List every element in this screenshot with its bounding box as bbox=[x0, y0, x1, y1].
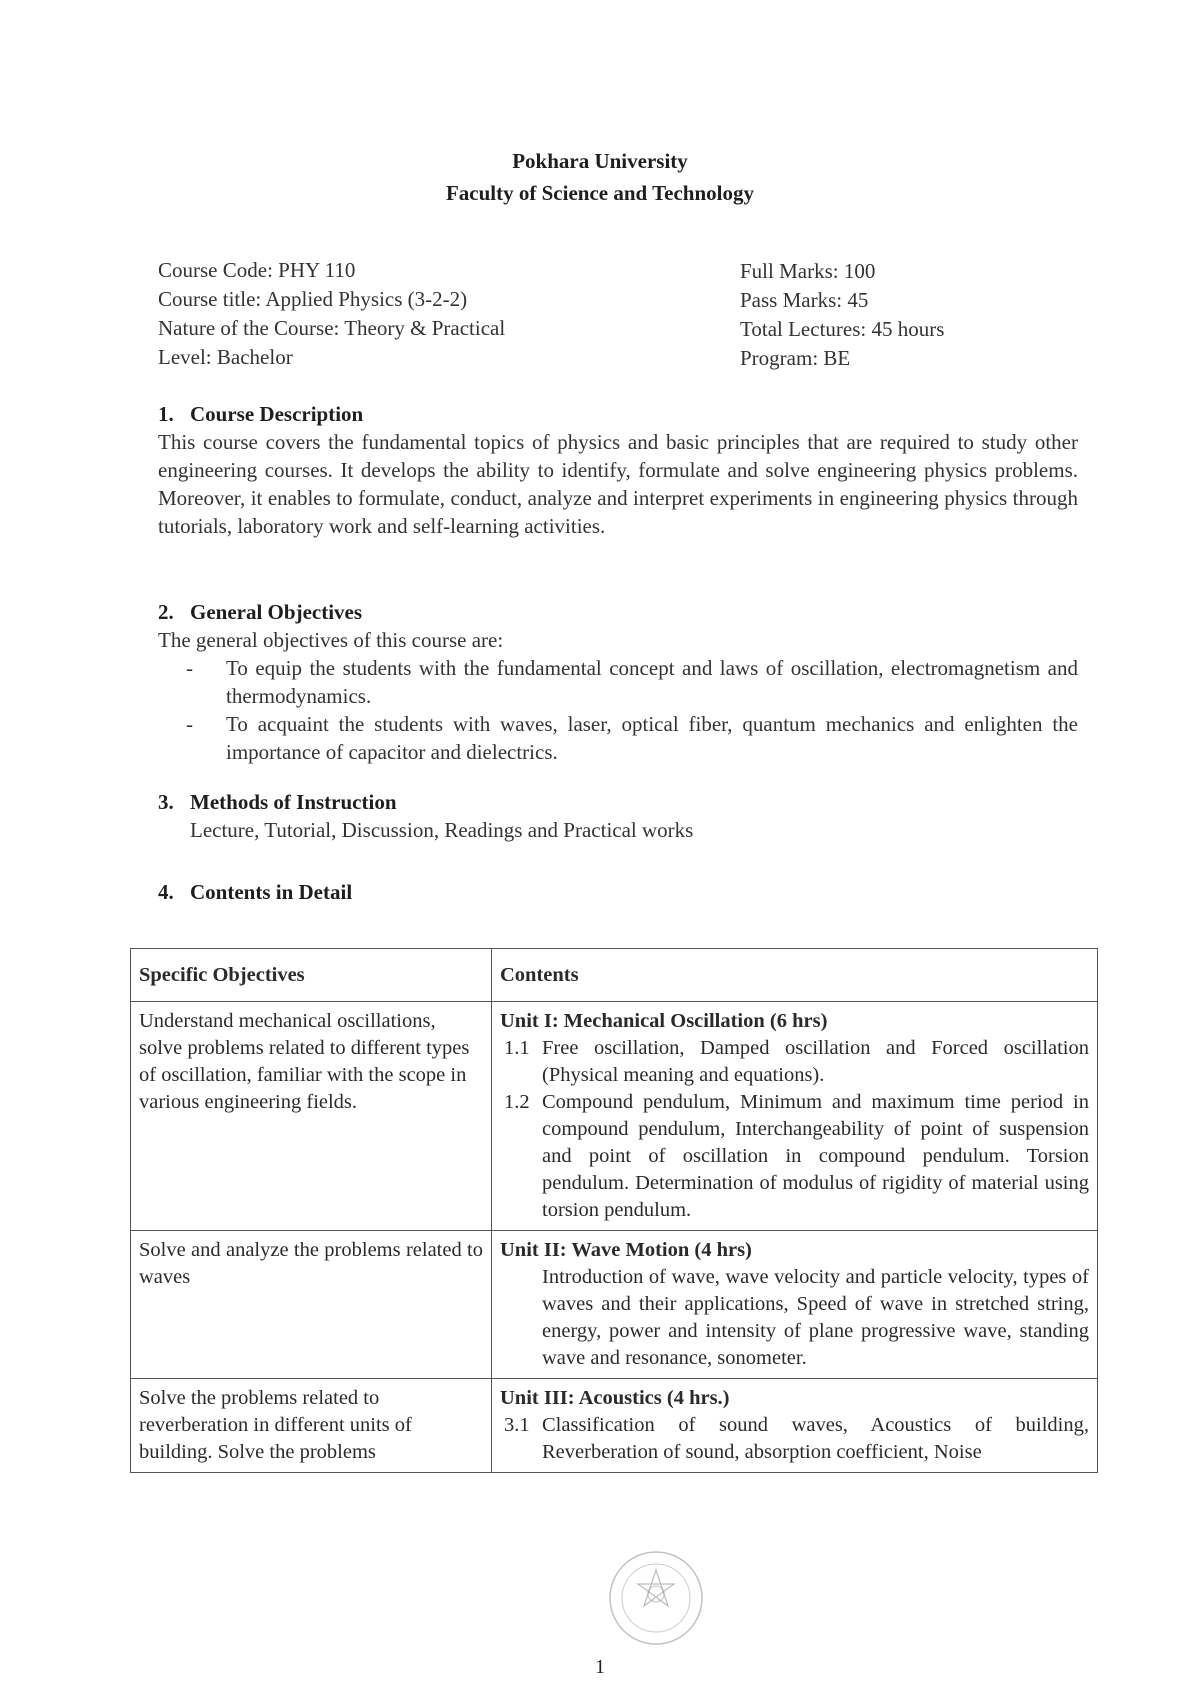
list-item bbox=[158, 710, 1078, 766]
column-header-contents: Contents bbox=[492, 949, 1098, 1002]
contents-cell bbox=[492, 1002, 1098, 1231]
course-description-text: This course covers the fundamental topics of physics and basic principles that are required to study other engineering courses. It develops the ability to identify, formulate and solve engineering physics problems. Moreover, it enables to formulate, conduct, analyze and interpret experiments in engineering physics through tutorials, laboratory work and self-learning activities. bbox=[158, 430, 1078, 538]
methods-text: Lecture, Tutorial, Discussion, Readings and Practical works bbox=[190, 818, 694, 842]
objective-cell: Solve and analyze the problems related to waves bbox=[131, 1231, 492, 1379]
section-heading bbox=[158, 878, 1078, 906]
course-nature: Nature of the Course: Theory & Practical bbox=[158, 316, 506, 340]
item-number: 3.1 bbox=[504, 1414, 530, 1436]
document-header bbox=[0, 145, 1200, 209]
section-number: 3. bbox=[158, 790, 174, 814]
section-title: Methods of Instruction bbox=[190, 790, 397, 814]
course-title: Course title: Applied Physics (3-2-2) bbox=[158, 287, 468, 311]
page-number: 1 bbox=[595, 1656, 605, 1678]
list-item bbox=[158, 654, 1078, 710]
section-title: Contents in Detail bbox=[190, 880, 353, 904]
course-code: Course Code: PHY 110 bbox=[158, 258, 356, 282]
program: Program: BE bbox=[740, 346, 851, 370]
item-number: 1.1 bbox=[504, 1037, 530, 1059]
unit-title: Unit III: Acoustics (4 hrs.) bbox=[500, 1387, 730, 1409]
section-heading bbox=[158, 400, 1078, 428]
section-title: Course Description bbox=[190, 402, 364, 426]
table-row bbox=[131, 1002, 1098, 1231]
university-name: Pokhara University bbox=[512, 149, 688, 173]
general-objectives-section bbox=[158, 598, 1078, 766]
course-description-section bbox=[158, 400, 1078, 540]
objective-cell: Understand mechanical oscillations, solve problems related to different types of oscillation, familiar with the scope in various engineering fields. bbox=[131, 1002, 492, 1231]
contents-cell bbox=[492, 1231, 1098, 1379]
item-text: Free oscillation, Damped oscillation and Forced oscillation (Physical meaning and equations). bbox=[542, 1037, 1089, 1086]
content-item bbox=[500, 1412, 1089, 1466]
bullet-dash: - bbox=[186, 656, 193, 680]
content-item bbox=[500, 1035, 1089, 1089]
section-heading bbox=[158, 598, 1078, 626]
item-text: Compound pendulum, Minimum and maximum time period in compound pendulum, Interchangeability of point of suspension and point of oscillation in compound pendulum. Torsion pendulum. Determination of modulus of rigidity of material using torsion pendulum. bbox=[542, 1091, 1089, 1221]
objectives-intro: The general objectives of this course are: bbox=[158, 628, 504, 652]
contents-cell bbox=[492, 1379, 1098, 1473]
unit-title: Unit II: Wave Motion (4 hrs) bbox=[500, 1239, 752, 1261]
faculty-name: Faculty of Science and Technology bbox=[445, 181, 755, 205]
objective-cell: Solve the problems related to reverberation in different units of building. Solve the problems bbox=[131, 1379, 492, 1473]
content-paragraph: Introduction of wave, wave velocity and particle velocity, types of waves and their applications, Speed of wave in stretched string, energy, power and intensity of plane progressive wave, standing wave and resonance, sonometer. bbox=[542, 1266, 1089, 1369]
section-heading bbox=[158, 788, 1078, 816]
university-seal-icon bbox=[596, 1548, 716, 1648]
table-row bbox=[131, 1231, 1098, 1379]
objectives-list bbox=[158, 654, 1078, 766]
course-info-right bbox=[740, 257, 944, 373]
course-level: Level: Bachelor bbox=[158, 345, 293, 369]
unit-title: Unit I: Mechanical Oscillation (6 hrs) bbox=[500, 1010, 828, 1032]
section-number: 2. bbox=[158, 600, 174, 624]
bullet-dash: - bbox=[186, 712, 193, 736]
table-header-row bbox=[131, 949, 1098, 1002]
objective-text: To equip the students with the fundamental concept and laws of oscillation, electromagnetism and thermodynamics. bbox=[226, 656, 1078, 708]
item-text: Classification of sound waves, Acoustics of building, Reverberation of sound, absorption coefficient, Noise bbox=[542, 1414, 1089, 1463]
section-number: 1. bbox=[158, 402, 174, 426]
full-marks: Full Marks: 100 bbox=[740, 259, 876, 283]
section-title: General Objectives bbox=[190, 600, 363, 624]
table-row bbox=[131, 1379, 1098, 1473]
content-item bbox=[500, 1089, 1089, 1224]
pass-marks: Pass Marks: 45 bbox=[740, 288, 869, 312]
item-number: 1.2 bbox=[504, 1091, 530, 1113]
column-header-objectives: Specific Objectives bbox=[131, 949, 492, 1002]
contents-table bbox=[130, 948, 1098, 1473]
total-lectures: Total Lectures: 45 hours bbox=[740, 317, 945, 341]
contents-section bbox=[158, 878, 1078, 906]
objective-text: To acquaint the students with waves, laser, optical fiber, quantum mechanics and enlighten the importance of capacitor and dielectrics. bbox=[226, 712, 1078, 764]
section-number: 4. bbox=[158, 880, 174, 904]
methods-section bbox=[158, 788, 1078, 844]
course-info-left bbox=[158, 256, 505, 372]
